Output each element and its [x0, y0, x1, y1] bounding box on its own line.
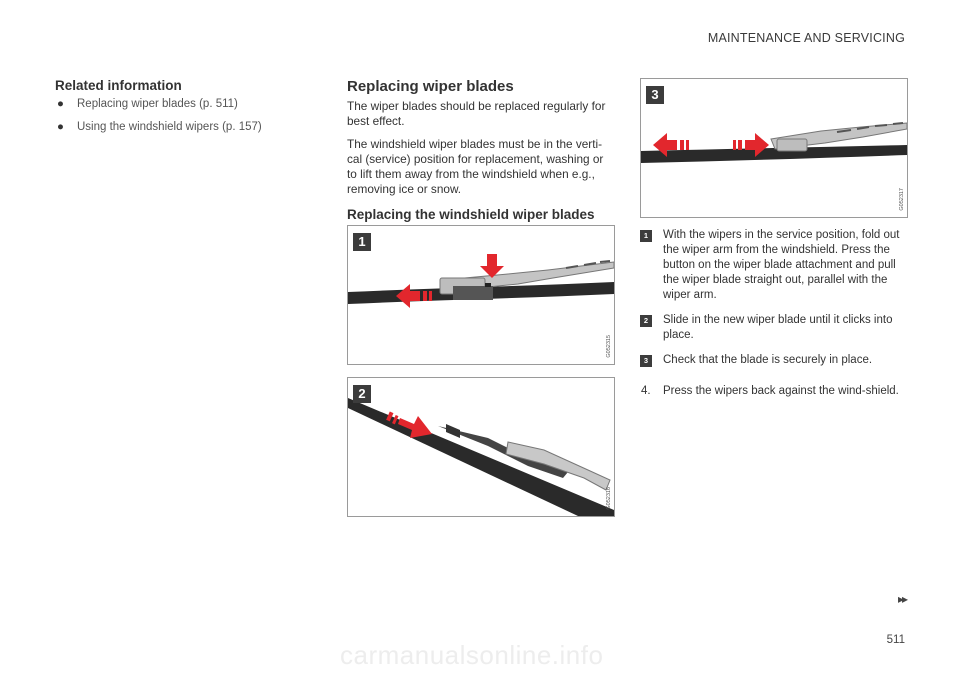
- step-3: [640, 353, 910, 368]
- figure-2: [347, 377, 615, 517]
- figure-3: [640, 78, 908, 218]
- figure-1: [347, 225, 615, 365]
- steps-list: [640, 228, 910, 399]
- figure-badge: 3: [646, 86, 664, 104]
- step-text: With the wipers in the service position, fold out the wiper arm from the windshield. Press the button on the wiper blade attachment and pull the wiper blade straight out, parallel with the wiper arm.: [663, 229, 900, 301]
- step-text: Slide in the new wiper blade until it clicks into place.: [663, 314, 893, 341]
- main-content: [347, 78, 615, 230]
- bullet-icon: ●: [57, 98, 64, 110]
- wiper-illustration-1: [348, 226, 614, 364]
- step-text: Check that the blade is securely in place.: [663, 354, 873, 366]
- wiper-illustration-2: [348, 378, 614, 516]
- section-header: MAINTENANCE AND SERVICING: [707, 31, 905, 45]
- step-2: [640, 313, 910, 343]
- figure-code: G052315: [606, 335, 612, 358]
- step-4: [640, 384, 910, 399]
- related-link-replacing-wiper-blades[interactable]: [55, 97, 305, 112]
- step-badge: 2: [640, 315, 652, 327]
- figure-code: G052316: [606, 487, 612, 510]
- watermark: carmanualsonline.info: [340, 640, 604, 670]
- intro-paragraph: The windshield wiper blades must be in the verti-cal (service) position for replacement, washing or to lift them away from the windshield when e.g., removing ice or snow.: [347, 137, 604, 196]
- wiper-illustration-3: [641, 79, 907, 217]
- continue-icon: ▸▸: [897, 592, 906, 606]
- step-badge: 3: [640, 355, 652, 367]
- bullet-icon: ●: [57, 121, 64, 133]
- related-link-text: Using the windshield wipers (p. 157): [77, 121, 262, 133]
- page-number: 511: [886, 634, 905, 646]
- figure-badge: 2: [353, 385, 371, 403]
- related-link-text: Replacing wiper blades (p. 511): [77, 98, 238, 110]
- subsection-heading: Replacing the windshield wiper blades: [347, 207, 595, 222]
- related-link-using-windshield-wipers[interactable]: [55, 120, 305, 135]
- intro-paragraph: The wiper blades should be replaced regularly for best effect.: [347, 99, 606, 128]
- step-1: [640, 228, 910, 303]
- step-badge: 1: [640, 230, 652, 242]
- step-number: 4.: [641, 385, 651, 397]
- figure-code: G052317: [899, 188, 905, 211]
- figure-badge: 1: [353, 233, 371, 251]
- step-text: Press the wipers back against the wind-shield.: [663, 385, 899, 397]
- related-heading: Related information: [55, 78, 182, 93]
- related-information: [55, 78, 305, 143]
- related-list: [55, 97, 305, 135]
- section-heading: Replacing wiper blades: [347, 78, 514, 95]
